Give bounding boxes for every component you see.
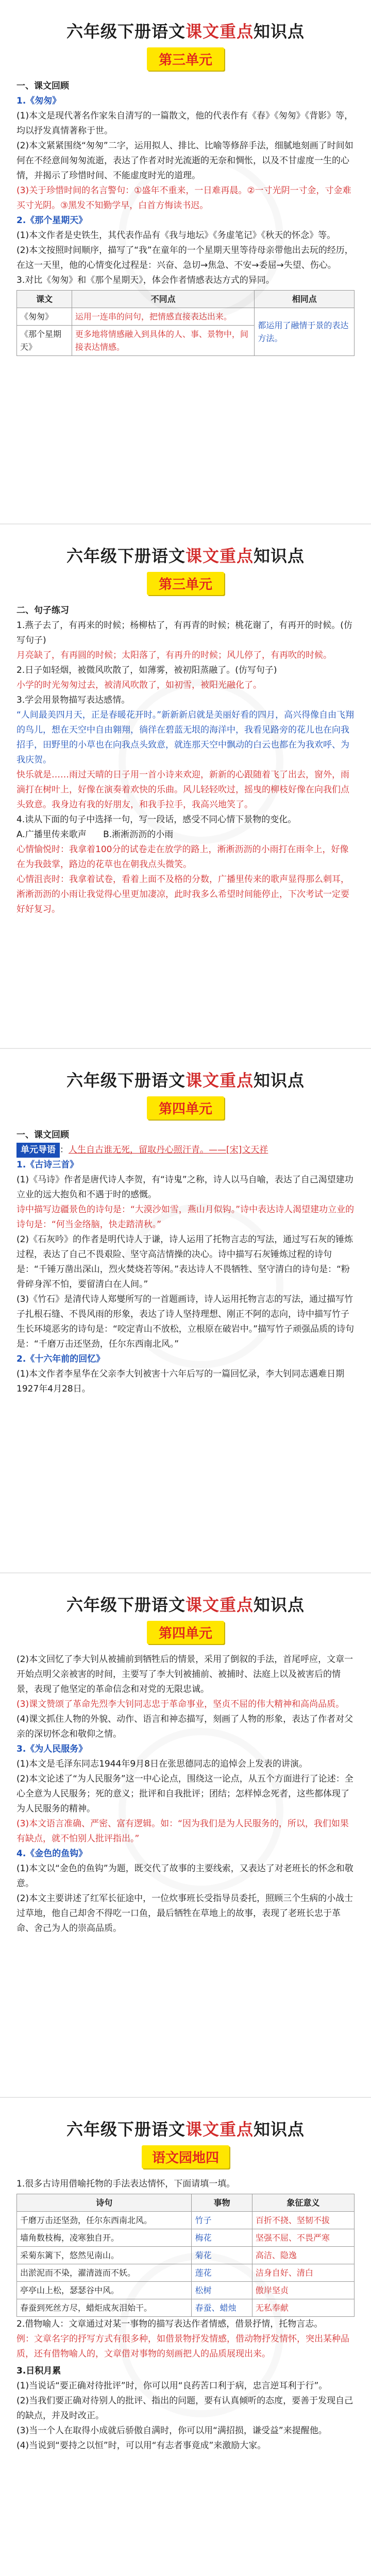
- section-heading: 一、课文回顾: [16, 1130, 69, 1140]
- table-header: 课文: [17, 291, 72, 308]
- table-header: 象征意义: [252, 2194, 354, 2212]
- section-heading: 一、课文回顾: [16, 81, 69, 91]
- paragraph: (2)当我们要正确对待别人的批评、指出的问题，要有认真倾听的态度，要善于发现自己的缺点，并及时改正。: [16, 2396, 353, 2421]
- table-cell: 梅花: [192, 2229, 252, 2247]
- page-chinese-garden-4: [0, 2098, 371, 2576]
- paragraph: (4)课文抓住人物的外貌、动作、语言和神态描写，刻画了人物的形象，表达了作者对父亲的深切怀念和敬仰之情。: [16, 1714, 353, 1739]
- lesson-heading: 1.《匆匆》: [16, 96, 61, 106]
- table-header: 事物: [192, 2194, 252, 2212]
- paragraph: (2)本文按照时间顺序，描写了“我”在童年的一个星期天里等待母亲带他出去玩的经历，在这一天里，他的心情变化过程是：兴奋、急切→焦急、不安→委屈→失望、伤心。: [16, 245, 353, 270]
- lesson-heading: 2.《十六年前的回忆》: [16, 1354, 105, 1364]
- paragraph: (2)《石灰吟》的作者是明代诗人于谦，诗人运用了托物言志的写法，通过写石灰的锤炼过程，表达了自己不畏艰险、坚守高洁情操的决心。诗中描写石灰锤炼过程的诗句是：“千锤万凿出深山，烈火焚烧若等闲。”表达诗人不畏牺牲、坚守清白的诗句是：“粉骨碎身浑不怕，要留清白在人间。”: [16, 1234, 353, 1290]
- table-cell: 百折不挠、坚韧不拔: [252, 2212, 354, 2229]
- option-row: A.广播里传来歌声 B.淅淅沥沥的小雨: [16, 829, 174, 840]
- paragraph: (3)本文语言准确、严密、富有逻辑。如：“因为我们是为人民服务的，所以，我们如果有缺点，就不怕别人批评指出。”: [16, 1819, 349, 1844]
- paragraph: 2.借物喻人：文章通过对某一事物的描写表达作者情感，借景抒情，托物言志。: [16, 2319, 323, 2329]
- table-cell: 洁身自好、清白: [252, 2264, 354, 2282]
- paragraph: (2)本文论述了“为人民服务”这一中心论点，围绕这一论点，从五个方面进行了论述：全心全意为人民服务；死的意义；批评和自我批评；团结；怎样悼念死者，这些都体现了为人民服务的精神。: [16, 1774, 353, 1814]
- table-cell: 墙角数枝梅，凌寒独自开。: [17, 2229, 192, 2247]
- table-cell: 采菊东篱下，悠然见南山。: [17, 2247, 192, 2264]
- paragraph: (2)本文紧紧围绕“匆匆”二字，运用拟人、排比、比喻等修辞手法，细腻地刻画了时间如何在不经意间匆匆流逝，表达了作者对时光流逝的无奈和惆怅，以及不甘虚度一生的心情，并揭示了珍惜时间、不能虚度时光的道理。: [16, 141, 353, 181]
- table-cell: 傲岸坚贞: [252, 2282, 354, 2299]
- paragraph: 2.日子如轻烟，被微风吹散了，如薄雾，被初阳蒸融了。(仿写句子): [16, 665, 277, 675]
- example-text: “人间最美四月天，正是春暖花开时。”新新新启就是美丽好看的四月，高兴得像自由飞翔的鸟儿，想在天空中自由翱翔，徜徉在碧蓝无垠的海洋中，我看见路旁的花儿也在向我招手，田野里的小草也在向我点头致意，就连那天空中飘动的白云也都在为我欢呼、为我庆贺。: [16, 710, 355, 765]
- doc-title: 六年级下册语文课文重点知识点: [66, 2120, 305, 2139]
- unit-guide: 单元导语 ：人生自古谁无死，留取丹心照汗青。——[宋]文天祥: [16, 1143, 355, 1158]
- answer-text: 心情愉悦时：我拿着100分的试卷走在放学的路上，淅淅沥沥的小雨打在雨伞上，好像在为我鼓掌，路边的花草也在朝我点头微笑。: [16, 844, 349, 870]
- page-unit3-sentences: [0, 524, 371, 1049]
- answer-text: 小学的时光匆匆过去，被清风吹散了，如初雪，被阳光融化了。: [16, 680, 262, 690]
- paragraph: (1)本文是毛泽东同志1944年9月8日在张思德同志的追悼会上发表的讲演。: [16, 1759, 308, 1769]
- paragraph: (3)当一个人在取得小成就后骄傲自满时，你可以用“满招损，谦受益”来提醒他。: [16, 2426, 327, 2436]
- section-heading: 3.日积月累: [16, 2366, 61, 2376]
- paragraph: 1.燕子去了，有再来的时候；杨柳枯了，有再青的时候；桃花谢了，有再开的时候。(仿写句子): [16, 620, 352, 646]
- paragraph: (1)《马诗》作者是唐代诗人李贺，有“诗鬼”之称，诗人以马自喻，表达了自己渴望建功立业的远大抱负和不遇于时的感慨。: [16, 1175, 353, 1200]
- doc-title: 六年级下册语文课文重点知识点: [66, 22, 305, 41]
- table-cell: 运用一连串的问句，把情感直接表达出来。: [72, 308, 255, 326]
- paragraph: (3)关于珍惜时间的名言警句：①盛年不重来，一日难再晨。②一寸光阴一寸金，寸金难买寸光阴。③黑发不知勤学早，白首方悔读书迟。: [16, 185, 351, 211]
- page-unit3-review: [0, 0, 371, 524]
- table-cell: 坚强不屈、不畏严寒: [252, 2229, 354, 2247]
- table-header: 不同点: [72, 291, 255, 308]
- lesson-heading: 1.《古诗三首》: [16, 1160, 79, 1170]
- doc-title: 六年级下册语文课文重点知识点: [66, 546, 305, 566]
- paragraph: 3.学会用景物描写表达感情。: [16, 695, 130, 705]
- paragraph: 3.对比《匆匆》和《那个星期天》，体会作者情感表达方式的异同。: [16, 275, 275, 285]
- page-unit4-review: [0, 1049, 371, 1573]
- paragraph: (1)本文以“金色的鱼钩”为题，既交代了故事的主要线索，又表达了对老班长的怀念和敬意。: [16, 1863, 353, 1889]
- table-row: [17, 2229, 355, 2247]
- paragraph: 例：文章名字的抒写方式有很多种，如借景物抒发情感，借动物抒发情怀，突出某种品质，还有借物喻人的，文章借对事物的刻画把人的品质展现出来。: [16, 2334, 349, 2359]
- paragraph: (1)当说话“要正确对待批评”时，你可以用“良药苦口利于病，忠言逆耳利于行”。: [16, 2381, 328, 2391]
- table-cell: 出淤泥而不染，濯清涟而不妖。: [17, 2264, 192, 2282]
- unit-banner: 第四单元: [147, 1096, 224, 1120]
- example-text: 快乐就是……雨过天晴的日子用一首小诗来欢迎，新新的心跟随着飞了出去，窗外，雨滴打在树叶上，好像在演奏着欢快的乐曲。风儿轻轻吹过，摇曳的柳枝好像在向我们点头致意。我身边有我的好朋友，和我手拉手，我高兴地笑了。: [16, 770, 349, 810]
- paragraph: 1.很多古诗用借喻托物的手法表达情怀，下面请填一填。: [16, 2179, 235, 2189]
- table-cell: 千磨万击还坚劲，任尔东西南北风。: [17, 2212, 192, 2229]
- paragraph: (1)本文作者李星华在父亲李大钊被害十六年后写的一篇回忆录，李大钊同志遇难日期1927年4月28日。: [16, 1369, 345, 1394]
- table-cell: 莲花: [192, 2264, 252, 2282]
- table-header: 诗句: [17, 2194, 192, 2212]
- doc-title: 六年级下册语文课文重点知识点: [66, 1071, 305, 1090]
- paragraph: (3)课文赞颂了革命先烈李大钊同志忠于革命事业，坚贞不屈的伟大精神和高尚品质。: [16, 1699, 345, 1709]
- paragraph: 诗中描写边疆景色的诗句是：“大漠沙如雪，燕山月似钩。”诗中表达诗人渴望建功立业的诗句是：“何当金络脑，快走踏清秋。”: [16, 1205, 355, 1230]
- page-unit4-continued: [0, 1573, 371, 2098]
- answer-text: 心情沮丧时：我拿着试卷，看着上面不及格的分数，广播里传来的歌声显得那么刺耳，淅淅沥沥的小雨让我觉得心里更加凄凉，此时我多么希望时间能停止，下次考试一定要好好复习。: [16, 874, 349, 914]
- table-cell: 春蚕、蜡烛: [192, 2299, 252, 2317]
- table-cell: 春蚕到死丝方尽，蜡炬成灰泪始干。: [17, 2299, 192, 2317]
- table-cell: 亭亭山上松，瑟瑟谷中风。: [17, 2282, 192, 2299]
- table-cell: 无私奉献: [252, 2299, 354, 2317]
- paragraph: (4)当说到“要持之以恒”时，可以用“有志者事竟成”来激励大家。: [16, 2441, 266, 2451]
- table-cell: 菊花: [192, 2247, 252, 2264]
- table-cell: 松树: [192, 2282, 252, 2299]
- lesson-heading: 2.《那个星期天》: [16, 215, 88, 226]
- paragraph: (2)本文主要讲述了红军长征途中，一位炊事班长受指导员委托，照顾三个生病的小战士过草地，他自己却舍不得吃一口鱼，最后牺牲在草地上的故事，表现了老班长忠于革命、舍己为人的崇高品质。: [16, 1893, 353, 1934]
- table-cell: 竹子: [192, 2212, 252, 2229]
- doc-title: 六年级下册语文课文重点知识点: [66, 1595, 305, 1615]
- paragraph: (1)本文是现代著名作家朱自清写的一篇散文，他的代表作有《春》《匆匆》《背影》等，均以抒发真情著称于世。: [16, 111, 353, 136]
- section-heading: 二、句子练习: [16, 605, 69, 616]
- unit-banner: 第四单元: [147, 1621, 224, 1644]
- unit-banner: 第三单元: [147, 572, 224, 595]
- table-row: [17, 2212, 355, 2229]
- answer-text: 月亮缺了，有再圆的时候；太阳落了，有再升的时候；风儿停了，有再吹的时候。: [16, 650, 332, 660]
- lesson-heading: 3.《为人民服务》: [16, 1744, 88, 1754]
- table-header: 相同点: [255, 291, 355, 308]
- lesson-heading: 4.《金色的鱼钩》: [16, 1849, 88, 1859]
- paragraph: (1)本文作者是史铁生，其代表作品有《我与地坛》《务虚笔记》《秋天的怀念》等。: [16, 230, 336, 241]
- unit-banner: 第三单元: [147, 47, 224, 71]
- unit-banner: 语文园地四: [142, 2145, 229, 2168]
- paragraph: (3)《竹石》是清代诗人郑燮所写的一首题画诗，诗人运用托物言志的写法，通过描写竹子扎根石缝、不畏风雨的形象，表达了诗人坚持理想、刚正不阿的志向，诗中描写竹子生长环境恶劣的诗句是：“咬定青山不放松，立根原在破岩中。”描写竹子顽强品质的诗句是：“千磨万击还坚劲，任尔东西南北风。”: [16, 1294, 355, 1349]
- table-cell: 都运用了融情于景的表达方法。: [255, 308, 355, 356]
- table-cell: 《那个星期天》: [17, 326, 72, 356]
- table-cell: 《匆匆》: [17, 308, 72, 326]
- paragraph: 4.读从下面的句子中选择一句，写一段话，感受不同心情下景物的变化。: [16, 815, 297, 825]
- paragraph: (2)本文回忆了李大钊从被捕前到牺牲后的情景，采用了倒叙的手法，首尾呼应，文章一开始点明父亲被害的时间，主要写了李大钊被捕前、被捕时、法庭上以及被害后的情景，表现了他坚定的革命信念和对党的无限忠诚。: [16, 1654, 353, 1694]
- table-cell: 更多地将情感融入到具体的人、事、景物中，间接表达情感。: [72, 326, 255, 356]
- table-cell: 高洁、隐逸: [252, 2247, 354, 2264]
